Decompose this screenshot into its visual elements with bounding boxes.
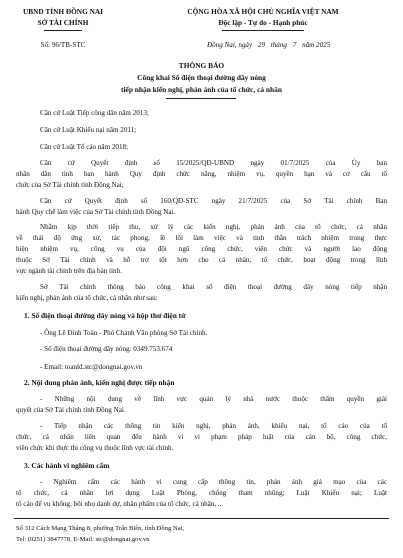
title-underline (166, 98, 236, 99)
section-2-item-2-line-3: viên chức khi thực thi công vụ thuộc lĩnh vực tài chính. (16, 444, 174, 452)
purpose-line-4: thuộc Sở Tài chính và hỗ trợ tốt hơn cho cá nhân, tổ chức, hoạt động trong lĩnh (16, 256, 387, 264)
date-month-label: tháng (270, 41, 287, 49)
basis-2: Căn cứ Luật Khiếu nại năm 2011; (40, 126, 137, 134)
basis-4-line-1: Căn cứ Quyết định số 15/2025/QĐ-UBND ngày 01/7/2025 của Ủy ban (40, 159, 387, 167)
date-month: 7 (292, 41, 297, 49)
date-place: Đồng Nai, ngày (207, 41, 253, 49)
document-number: Số: 96/TB-STC (40, 41, 86, 49)
contact-person: - Ông Lê Đình Toàn - Phó Chánh Văn phòng Sở Tài chính. (40, 329, 208, 337)
agency-name: SỞ TÀI CHÍNH (37, 18, 89, 27)
footer-address: Số 312 Cách Mạng Tháng 8, phường Trấn Biên, tỉnh Đồng Nai, (16, 525, 185, 532)
date-day: 29 (257, 41, 265, 49)
date-year: năm 2025 (302, 41, 331, 49)
section-2-item-1-line-1: - Những nội dung về lĩnh vực quản lý nhà nước thuộc thẩm quyền giải (40, 395, 387, 403)
basis-1: Căn cứ Luật Tiếp công dân năm 2013; (40, 109, 149, 117)
purpose-line-3: hiện nhiệm vụ, công vụ của đội ngũ công chức, viên chức và người lao động (16, 245, 387, 253)
hotline-number: - Số điện thoại đường dây nóng: 0349.753.674 (40, 345, 173, 353)
announce-line-1: Sở Tài chính thông báo công khai số điện thoại đường dây nóng tiếp nhận (40, 283, 387, 291)
section-2-item-2-line-1: - Tiếp nhận các thông tin kiến nghị, phản ánh, khiếu nại, tố cáo của tổ (40, 422, 387, 430)
document-type: THÔNG BÁO (178, 61, 225, 70)
footer-contact: Tel: (0251) 3847778, E-Mail: stc@dongnai.gov.vn (16, 536, 150, 543)
subject-line-2: tiếp nhận kiến nghị, phản ánh của tổ chức, cá nhân (121, 85, 282, 94)
purpose-line-2: về thái độ ứng xử, tác phong, lề lối làm việc và tinh thần trách nhiệm trong thực (16, 234, 387, 242)
country-name: CỘNG HÒA XÃ HỘI CHỦ NGHĨA VIỆT NAM (187, 7, 339, 16)
announce-line-2: kiến nghị, phản ánh của tổ chức, cá nhân như sau: (16, 294, 158, 302)
section-1-heading: 1. Số điện thoại đường dây nóng và hộp thư điện tử (24, 311, 186, 320)
section-3-line-2: tổ chức, cá nhân lợi dụng Luật Phòng, chống tham nhũng; Luật Khiếu nại; Luật (16, 489, 387, 497)
subject-line-1: Công khai Số điện thoại đường dây nóng (137, 73, 266, 82)
footer-divider (14, 518, 389, 519)
national-motto: Độc lập - Tự do - Hạnh phúc (218, 18, 308, 27)
issue-date (207, 42, 330, 49)
section-2-item-1-line-2: quyết của Sở Tài chính tỉnh Đồng Nai. (16, 406, 126, 414)
basis-5-line-2: hành Quy chế làm việc của Sở Tài chính tỉnh Đồng Nai. (16, 208, 176, 216)
basis-4-line-2: nhân dân tỉnh ban hành Quy định chức năng, nhiệm vụ, quyền hạn và cơ cấu tổ (16, 170, 387, 178)
basis-4-line-3: chức của Sở Tài chính tỉnh Đồng Nai; (16, 181, 124, 189)
motto-underline (222, 30, 304, 31)
purpose-line-5: vực ngành tài chính trên địa bàn tỉnh. (16, 267, 122, 275)
basis-5-line-1: Căn cứ Quyết định số 160/QĐ-STC ngày 21/7/2025 của Sở Tài chính Ban (40, 197, 387, 205)
contact-email: - Email: toanld.stc@dongnai.gov.vn (40, 363, 143, 371)
section-2-heading: 2. Nội dung phản ánh, kiến nghị được tiếp nhận (24, 378, 175, 387)
agency-parent: UBND TỈNH ĐỒNG NAI (23, 7, 103, 16)
section-3-line-1: - Nghiêm cấm các hành vi cung cấp thông tin, phản ánh giả mạo của các (40, 478, 387, 486)
section-2-item-2-line-2: chức, cá nhân liên quan đến hành vi vi phạm pháp luật của cán bộ, công chức, (16, 433, 387, 441)
section-3-line-3: tố cáo để vu khống, bôi nhọ danh dự, nhân phẩm của tổ chức, cá nhân, ... (16, 500, 224, 508)
section-3-heading: 3. Các hành vi nghiêm cấm (24, 461, 110, 470)
purpose-line-1: Nhằm kịp thời tiếp thu, xử lý các kiến nghị, phản ánh của tổ chức, cá nhân (40, 223, 387, 231)
basis-3: Căn cứ Luật Tố cáo năm 2018; (40, 143, 129, 151)
agency-underline (44, 30, 82, 31)
